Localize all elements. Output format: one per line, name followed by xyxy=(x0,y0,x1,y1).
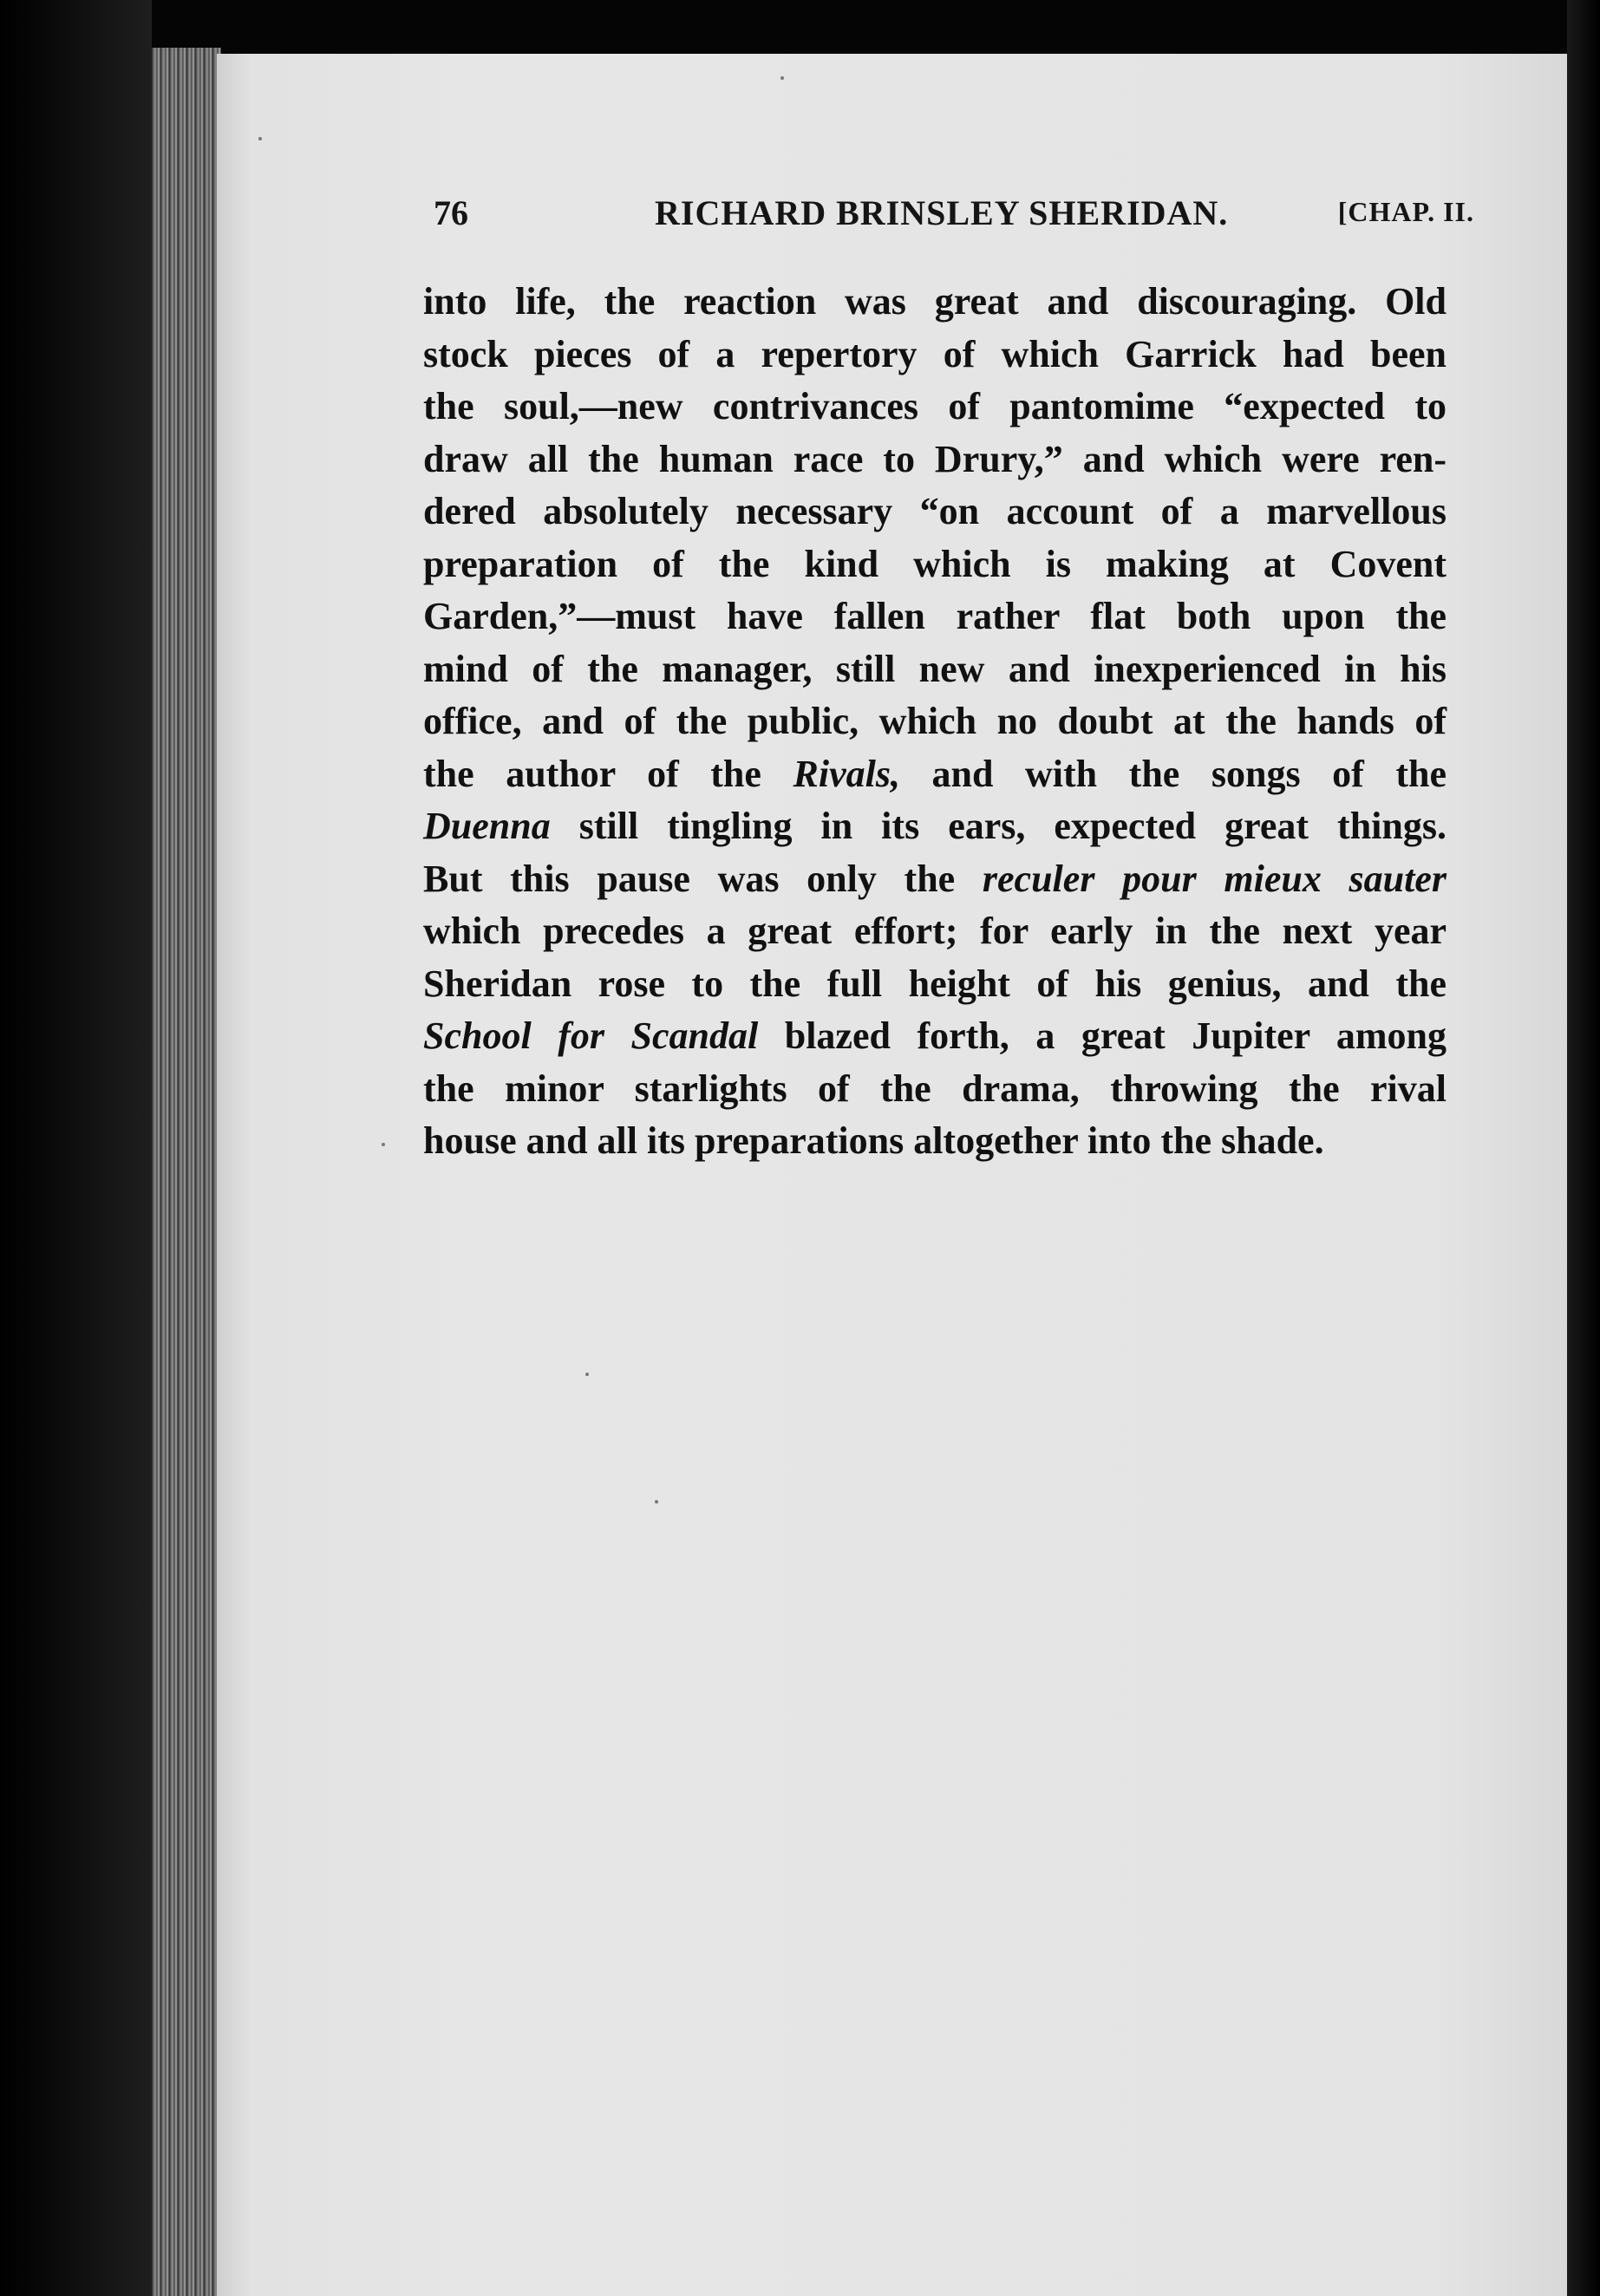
book-binding xyxy=(0,0,152,2296)
running-header xyxy=(434,192,1474,245)
italic-phrase: reculer pour mieux sauter xyxy=(982,857,1447,900)
running-title: RICHARD BRINSLEY SHERIDAN. xyxy=(655,193,1229,232)
text-line: into life, the reaction was great and discouraging. Old xyxy=(423,280,1447,323)
text-run: blazed forth, a great Jupiter among xyxy=(758,1014,1447,1057)
speck xyxy=(258,137,262,140)
speck xyxy=(655,1500,658,1503)
text-line xyxy=(423,1010,1447,1063)
text-line: office, and of the public, which no doubt at the hands of xyxy=(423,700,1447,742)
text-line: Garden,”—must have fallen rather flat both upon the xyxy=(423,595,1447,637)
text-line: mind of the manager, still new and inexperienced in his xyxy=(423,647,1447,690)
right-shadow xyxy=(1567,0,1600,2296)
text-line: dered absolutely necessary “on account of a marvellous xyxy=(423,490,1447,532)
text-run: the author of the xyxy=(423,752,793,795)
body-text xyxy=(423,276,1447,1168)
speck xyxy=(382,1143,385,1146)
text-line: the minor starlights of the drama, throwing the rival xyxy=(423,1066,1447,1110)
text-line: the soul,—new contrivances of pantomime “expected to xyxy=(423,385,1447,427)
text-line xyxy=(423,853,1447,906)
text-line: stock pieces of a repertory of which Garrick had been xyxy=(423,332,1447,375)
page-edges xyxy=(152,48,221,2296)
speck xyxy=(780,76,784,80)
italic-title-duenna: Duenna xyxy=(423,805,551,847)
text-run: But this pause was only the xyxy=(423,857,983,900)
text-run: still tingling in its ears, expected great things. xyxy=(550,805,1447,847)
page-number: 76 xyxy=(434,193,468,232)
italic-title-school-for-scandal: School for Scandal xyxy=(423,1014,759,1057)
text-line: draw all the human race to Drury,” and which were ren- xyxy=(423,437,1447,480)
chapter-label: [CHAP. II. xyxy=(1337,196,1474,227)
italic-title-rivals: Rivals, xyxy=(793,752,900,795)
text-run: and with the songs of the xyxy=(899,752,1447,795)
text-line: house and all its preparations altogether into the shade. xyxy=(423,1119,1324,1162)
text-line xyxy=(423,748,1447,801)
text-line xyxy=(423,800,1447,853)
text-line: preparation of the kind which is making at Covent xyxy=(423,542,1447,585)
text-line: Sheridan rose to the full height of his genius, and the xyxy=(423,962,1447,1005)
text-line: which precedes a great effort; for early in the next year xyxy=(423,910,1447,952)
speck xyxy=(585,1373,589,1376)
